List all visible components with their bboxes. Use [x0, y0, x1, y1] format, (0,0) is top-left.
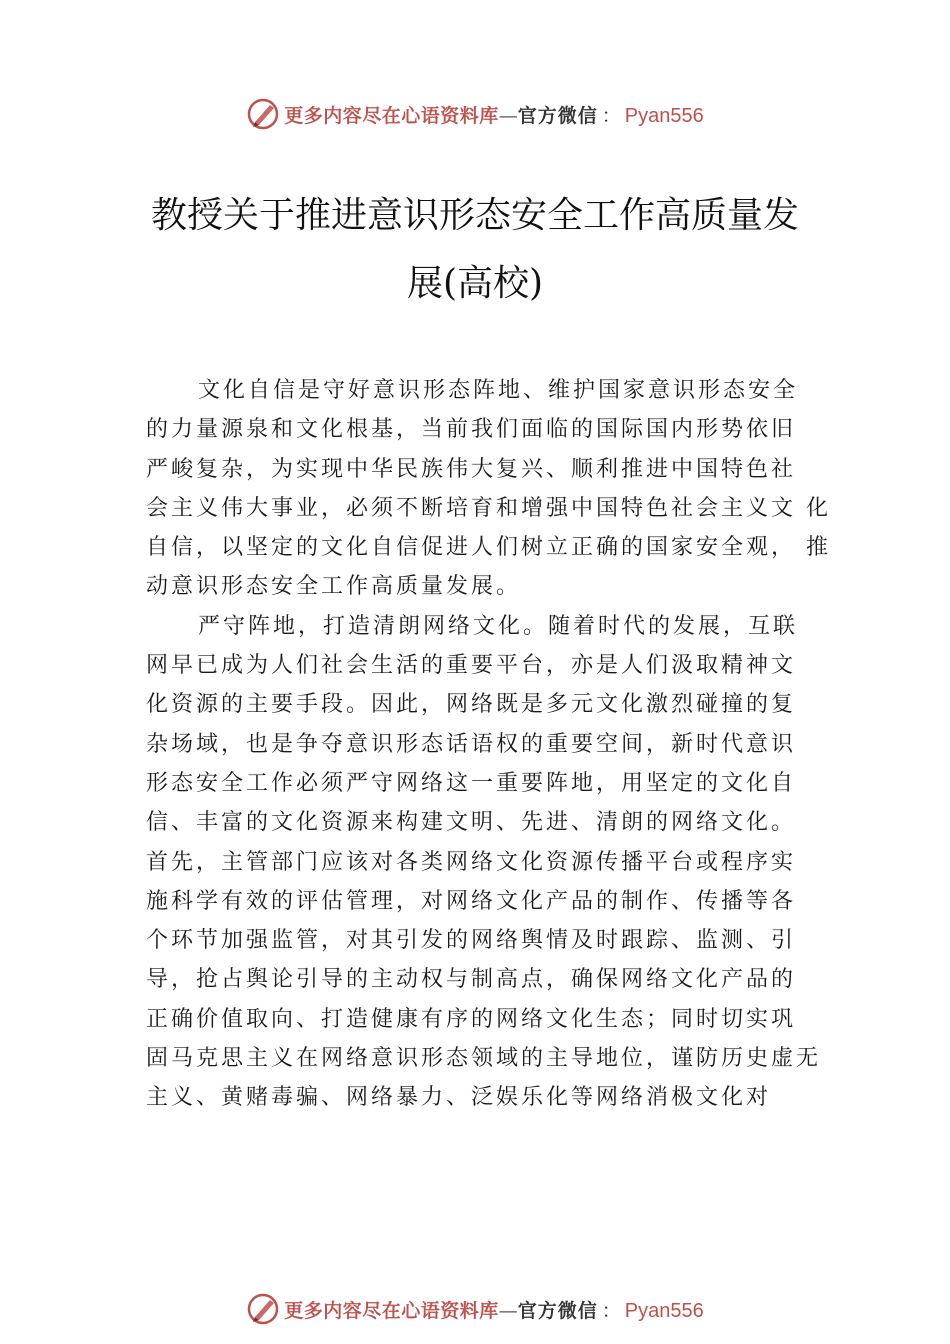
body-line: 严守阵地，打造清朗网络文化。随着时代的发展，互联: [198, 613, 799, 639]
footer-wechat-id: Pyan556: [624, 1299, 704, 1322]
body-line: 杂场域，也是争夺意识形态话语权的重要空间，新时代意识: [146, 731, 797, 757]
body-line: 动意识形态安全工作高质量发展。: [146, 574, 522, 600]
body-line: 信、丰富的文化资源来构建文明、先进、清朗的网络文化。: [146, 810, 797, 836]
body-line: 网早已成为人们社会生活的重要平台，亦是人们汲取精神文: [146, 653, 797, 679]
body-line: 个环节加强监管，对其引发的网络舆情及时跟踪、监测、引: [146, 928, 797, 954]
header-colon: ：: [601, 104, 621, 127]
footer-colon: ：: [601, 1299, 621, 1322]
body-line: 文化自信是守好意识形态阵地、维护国家意识形态安全: [198, 378, 799, 403]
title-line: 展(高校): [406, 263, 544, 304]
document-title: [120, 182, 830, 318]
body-line: 形态安全工作必须严守网络这一重要阵地，用坚定的文化自: [146, 770, 797, 796]
header-library-name: 更多内容尽在心语资料库: [284, 104, 499, 127]
body-line: 严峻复杂，为实现中华民族伟大复兴、顺利推进中国特色社: [146, 456, 797, 482]
title-line: 教授关于推进意识形态安全工作高质量发: [150, 195, 799, 236]
header-separator: —: [498, 104, 518, 127]
body-line: 首先，主管部门应该对各类网络文化资源传播平台或程序实: [146, 849, 797, 875]
body-line: 施科学有效的评估管理，对网络文化产品的制作、传播等各: [146, 888, 797, 914]
footer-banner-text: [284, 1296, 704, 1323]
body-line: 固马克思主义在网络意识形态领域的主导地位，谨防历史虚无: [146, 1046, 822, 1072]
header-banner-text: [284, 101, 704, 128]
footer-separator: —: [498, 1299, 518, 1322]
body-line: 化资源的主要手段。因此，网络既是多元文化激烈碰撞的复: [146, 692, 797, 718]
header-banner: [0, 94, 950, 134]
body-line: 会主义伟大事业，必须不断培育和增强中国特色社会主义文 化: [146, 495, 831, 521]
body-line: 正确价值取向、打造健康有序的网络文化生态；同时切实巩: [146, 1006, 797, 1032]
body-line: 自信，以坚定的文化自信促进人们树立正确的国家安全观， 推: [146, 535, 831, 561]
document-body: [146, 371, 836, 1118]
footer-library-name: 更多内容尽在心语资料库: [284, 1299, 499, 1322]
header-wechat-label: 官方微信: [517, 104, 598, 127]
footer-wechat-label: 官方微信: [517, 1299, 598, 1322]
body-line: 的力量源泉和文化根基，当前我们面临的国际国内形势依旧: [146, 417, 797, 443]
body-line: 主义、黄赌毒骗、网络暴力、泛娱乐化等网络消极文化对: [146, 1085, 772, 1111]
footer-banner: [0, 1289, 950, 1329]
pen-logo-icon: [246, 97, 280, 131]
body-line: 导，抢占舆论引导的主动权与制高点，确保网络文化产品的: [146, 967, 797, 993]
header-wechat-id: Pyan556: [624, 104, 704, 127]
pen-logo-icon: [246, 1292, 280, 1326]
